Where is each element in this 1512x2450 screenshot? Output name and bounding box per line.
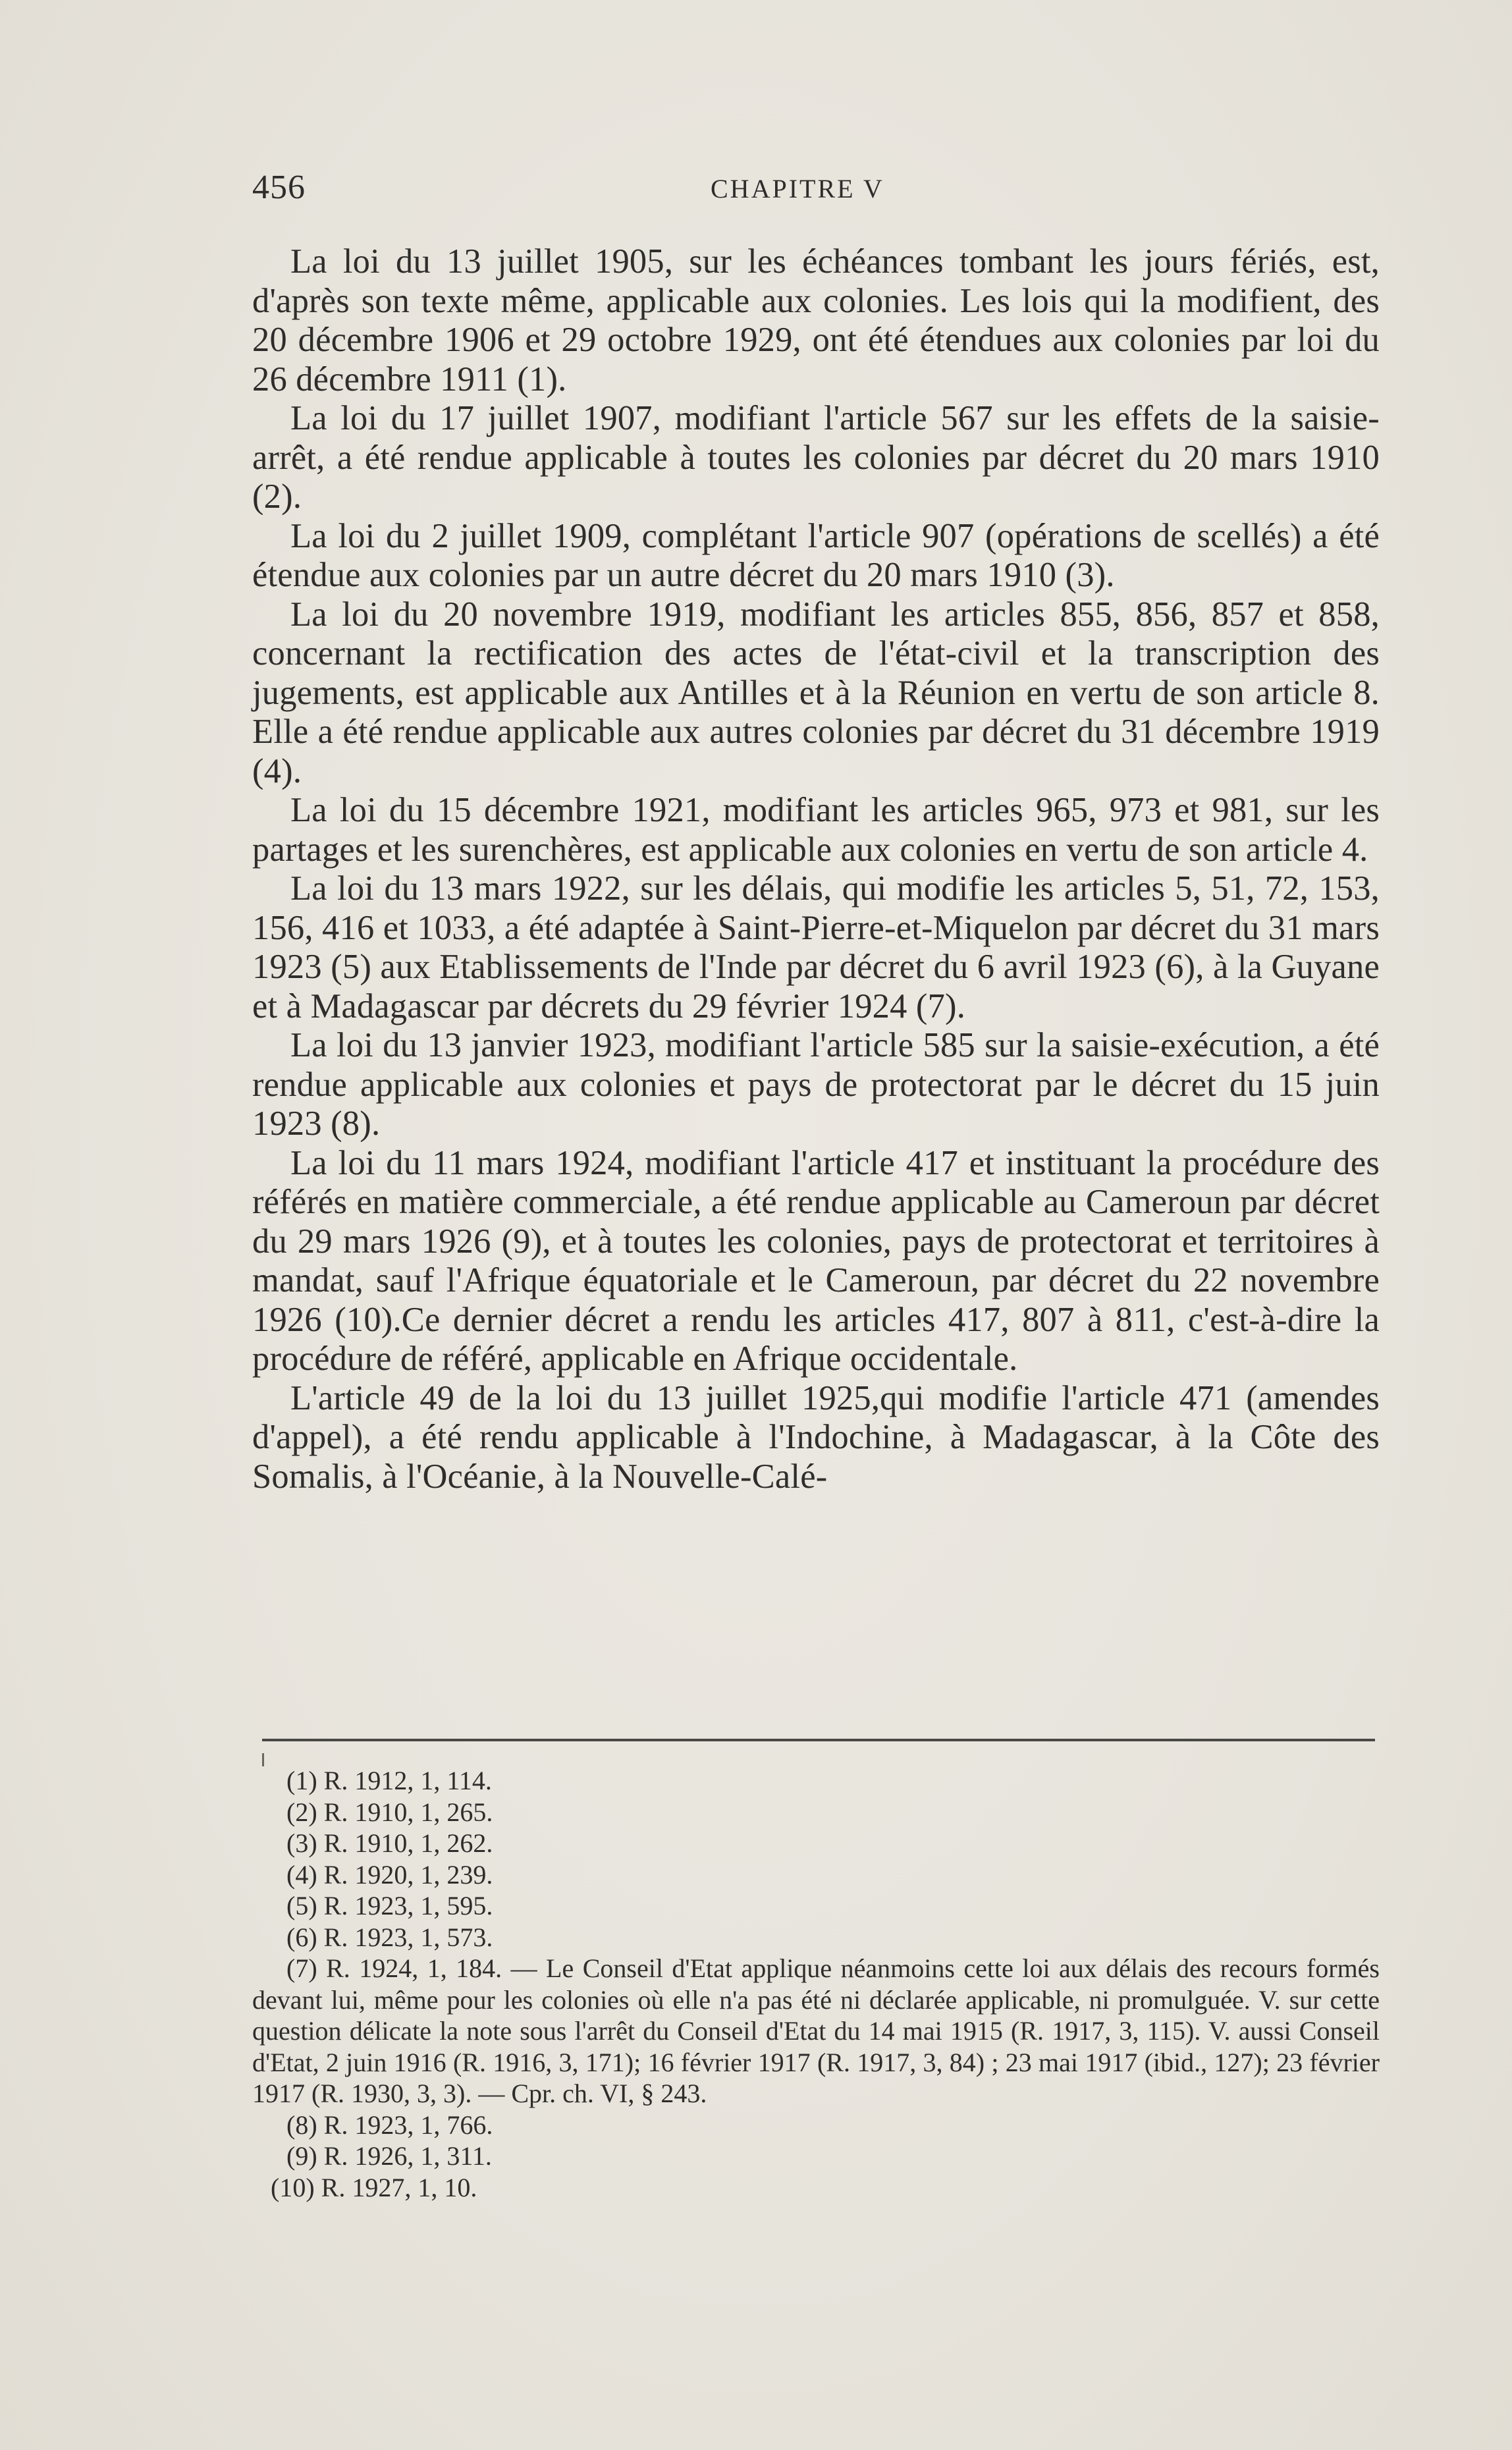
footnote-number: (7) (286, 1953, 317, 1983)
footnote (252, 1922, 1380, 1953)
footnote (252, 1953, 1380, 2110)
footnote-text: R. 1910, 1, 265. (323, 1797, 493, 1827)
main-text (252, 242, 1380, 1496)
paragraph: La loi du 11 mars 1924, modifiant l'article 417 et instituant la procédure des référés en matière commerciale, a été rendue applicable au Cameroun par décret du 29 mars 1926 (9), et à toutes les colonies, pays de protectorat et territoires à mandat, sauf l'Afrique équatoriale et le Cameroun, par décret du 22 novembre 1926 (10).Ce dernier décret a rendu les articles 417, 807 à 811, c'est-à-dire la procédure de référé, applicable en Afrique occidentale. (252, 1143, 1380, 1378)
footnote-number: (2) (286, 1797, 317, 1827)
paragraph: La loi du 20 novembre 1919, modifiant les articles 855, 856, 857 et 858, concernant la rectification des actes de l'état-civil et la transcription des jugements, est applicable aux Antilles et à la Réunion en vertu de son article 8. Elle a été rendue applicable aux autres colonies par décret du 31 décembre 1919 (4). (252, 595, 1380, 790)
footnote-text: R. 1923, 1, 766. (323, 2110, 493, 2140)
footnote-text: R. 1927, 1, 10. (321, 2172, 477, 2202)
footnote-text: R. 1924, 1, 184. — Le Conseil d'Etat applique néanmoins cette loi aux délais des recours formés devant lui, même pour les colonies où elle n'a pas été ni déclarée applicable, ni promulguée. V. sur cette question délicate la note sous l'arrêt du Conseil d'Etat du 14 mai 1915 (R. 1917, 3, 115). V. aussi Conseil d'Etat, 2 juin 1916 (R. 1916, 3, 171); 16 février 1917 (R. 1917, 3, 84) ; 23 mai 1917 (ibid., 127); 23 février 1917 (R. 1930, 3, 3). — Cpr. ch. VI, § 243. (252, 1953, 1380, 2108)
footnote (252, 1859, 1380, 1891)
footnote-text: R. 1923, 1, 573. (323, 1922, 493, 1952)
footnote-number: (3) (286, 1828, 317, 1858)
footnote-separator-rule (262, 1739, 1375, 1741)
paragraph: La loi du 2 juillet 1909, complétant l'article 907 (opérations de scellés) a été étendue aux colonies par un autre décret du 20 mars 1910 (3). (252, 516, 1380, 594)
paragraph: La loi du 17 juillet 1907, modifiant l'article 567 sur les effets de la saisie-arrêt, a été rendue applicable à toutes les colonies par décret du 20 mars 1910 (2). (252, 399, 1380, 516)
footnote-text: R. 1912, 1, 114. (323, 1766, 492, 1795)
rule-tick-mark (262, 1753, 264, 1766)
footnote-text: R. 1923, 1, 595. (323, 1891, 493, 1920)
paragraph: La loi du 15 décembre 1921, modifiant les articles 965, 973 et 981, sur les partages et les surenchères, est applicable aux colonies en vertu de son article 4. (252, 791, 1380, 869)
paragraph: La loi du 13 mars 1922, sur les délais, qui modifie les articles 5, 51, 72, 153, 156, 416 et 1033, a été adaptée à Saint-Pierre-et-Miquelon par décret du 31 mars 1923 (5) aux Etablissements de l'Inde par décret du 6 avril 1923 (6), à la Guyane et à Madagascar par décrets du 29 février 1924 (7). (252, 869, 1380, 1025)
footnote (252, 1890, 1380, 1922)
page-header (252, 168, 1380, 207)
page-number: 456 (252, 169, 306, 206)
footnote (252, 2110, 1380, 2141)
footnote-number: (5) (286, 1891, 317, 1920)
footnote (252, 1765, 1380, 1797)
footnotes (252, 1765, 1380, 2203)
footnote-number: (9) (286, 2141, 317, 2171)
running-head: CHAPITRE V (711, 174, 884, 204)
footnote (252, 1828, 1380, 1859)
footnote-number: (10) (271, 2172, 315, 2202)
footnote (252, 2140, 1380, 2172)
footnote-text: R. 1920, 1, 239. (323, 1859, 493, 1890)
footnote-number: (1) (286, 1766, 317, 1795)
footnote (252, 1797, 1380, 1828)
paragraph: La loi du 13 janvier 1923, modifiant l'article 585 sur la saisie-exécution, a été rendue applicable aux colonies et pays de protectorat par le décret du 15 juin 1923 (8). (252, 1026, 1380, 1143)
footnote-number: (4) (286, 1859, 317, 1890)
footnote-number: (8) (286, 2110, 317, 2140)
footnote-number: (6) (286, 1922, 317, 1952)
footnote-text: R. 1926, 1, 311. (323, 2141, 492, 2171)
footnote-text: R. 1910, 1, 262. (323, 1828, 493, 1858)
footnote (252, 2172, 1380, 2204)
paragraph: L'article 49 de la loi du 13 juillet 1925,qui modifie l'article 471 (amendes d'appel), a été rendu applicable à l'Indochine, à Madagascar, à la Côte des Somalis, à l'Océanie, à la Nouvelle-Calé- (252, 1378, 1380, 1496)
paragraph: La loi du 13 juillet 1905, sur les échéances tombant les jours fériés, est, d'après son texte même, applicable aux colonies. Les lois qui la modifient, des 20 décembre 1906 et 29 octobre 1929, ont été étendues aux colonies par loi du 26 décembre 1911 (1). (252, 242, 1380, 398)
